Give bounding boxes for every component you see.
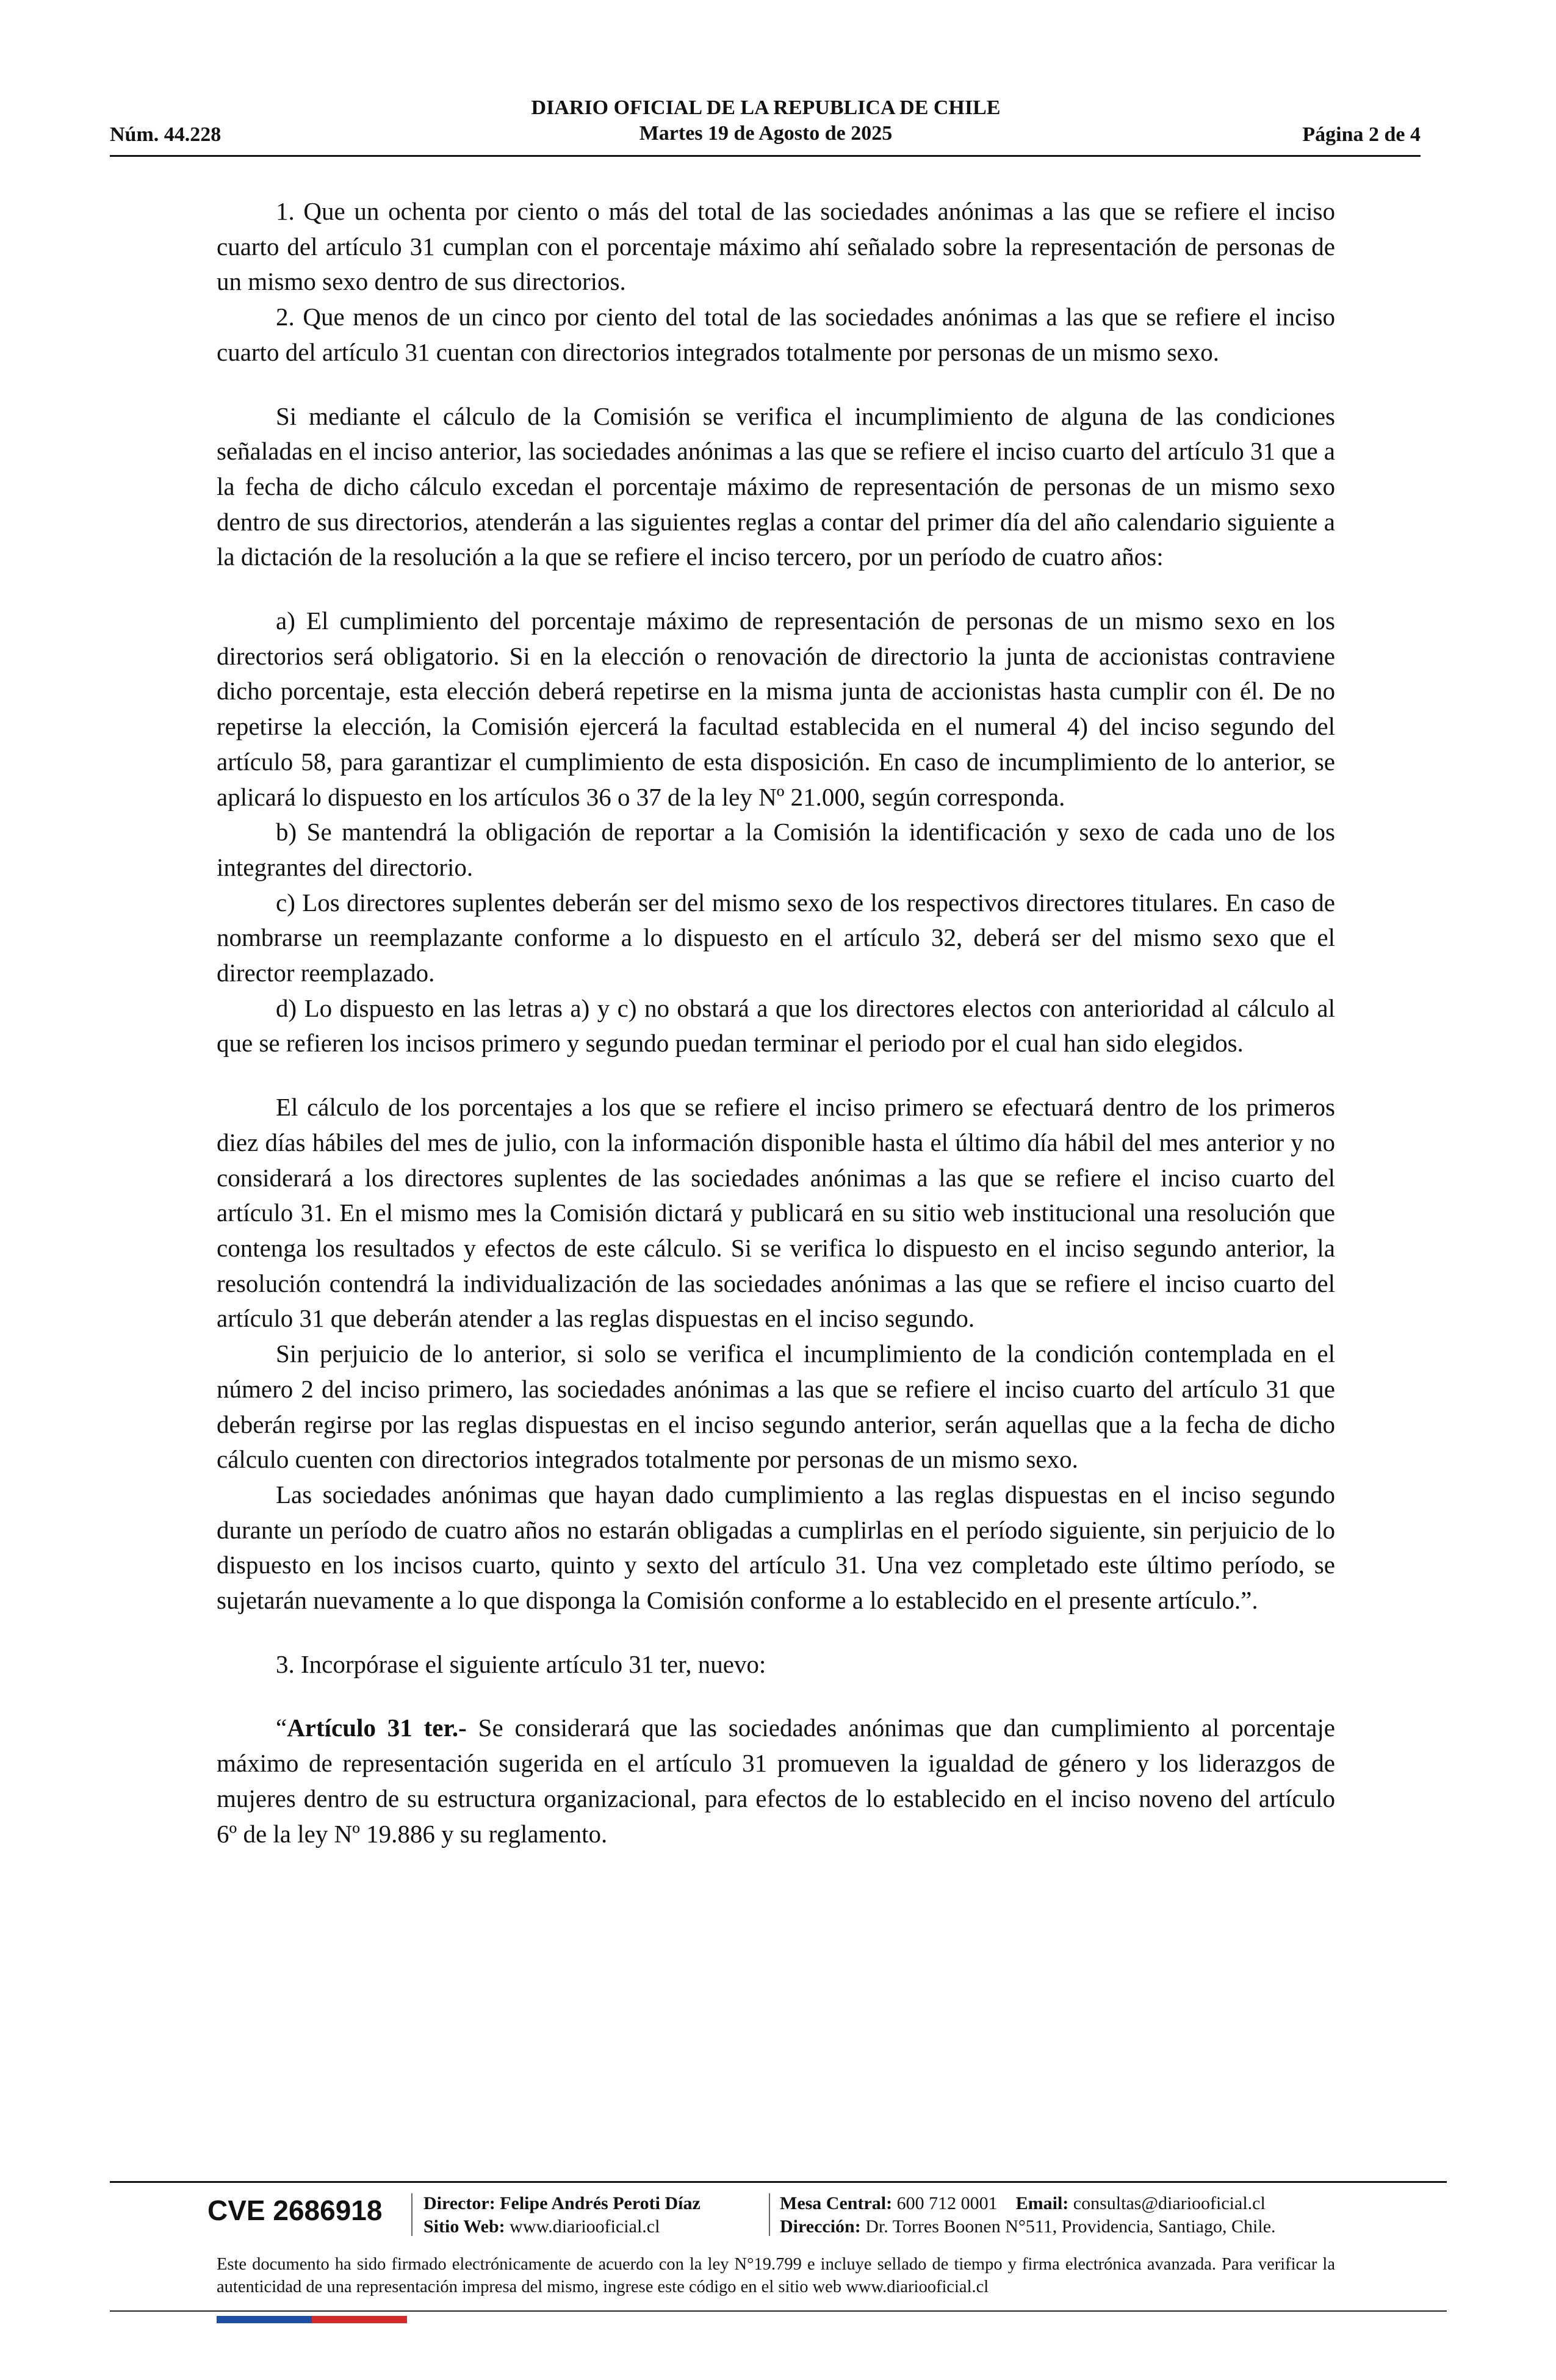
phone-label: Mesa Central: — [780, 2193, 893, 2213]
issue-number: Núm. 44.228 — [110, 123, 222, 146]
email-label: Email: — [1015, 2193, 1069, 2213]
paragraph: Las sociedades anónimas que hayan dado cumplimiento a las reglas dispuestas en el inciso segundo durante un período de cuatro años no estarán obligadas a cumplirlas en el período siguiente, sin perjuicio de lo dispuesto en los incisos cuarto, quinto y sexto del artículo 31. Una vez completado este último período, se sujetarán nuevamente a lo que disponga la Comisión conforme a lo establecido en el presente artículo.”. — [217, 1480, 1335, 1615]
phone-number: 600 712 0001 — [896, 2193, 998, 2213]
footer-bottom-rule — [110, 2310, 1447, 2312]
website-label: Sitio Web: — [423, 2216, 505, 2237]
opening-quote: “ — [276, 1714, 287, 1742]
article-text: Se considerará que las sociedades anónimas que dan cumplimiento al porcentaje máximo de representación sugerida en el artículo 31 promueven la igualdad de género y los liderazgos de mujeres dentro de su estructura organizacional, para efectos de lo establecido en el inciso noveno del artículo 6º de la ley Nº 19.886 y su reglamento. — [217, 1714, 1335, 1848]
flag-stripe — [217, 2316, 407, 2323]
footer-director-block — [423, 2192, 701, 2238]
paragraph: El cálculo de los porcentajes a los que se refiere el inciso primero se efectuará dentro de los primeros diez días hábiles del mes de julio, con la información disponible hasta el último día hábil del mes anterior y no considerará a los directores suplentes de las sociedades anónimas a las que se refiere el inciso cuarto del artículo 31. En el mismo mes la Comisión dictará y publicará en su sitio web institucional una resolución que contenga los resultados y efectos de este cálculo. Si se verifica lo dispuesto en el inciso segundo anterior, la resolución contendrá la individualización de las sociedades anónimas a las que se refiere el inciso cuarto del artículo 31 que deberán atender a las reglas dispuestas en el inciso segundo. — [217, 1093, 1335, 1333]
article-paragraph — [217, 1711, 1335, 1852]
page-indicator: Página 2 de 4 — [1302, 123, 1421, 146]
paragraph: c) Los directores suplentes deberán ser del mismo sexo de los respectivos directores titulares. En caso de nombrarse un reemplazante conforme a lo dispuesto en el artículo 32, deberá ser del mismo sexo que el director reemplazado. — [217, 888, 1335, 987]
paragraph: d) Lo dispuesto en las letras a) y c) no obstará a que los directores electos con anterioridad al cálculo al que se refieren los incisos primero y segundo puedan terminar el periodo por el cual han sido elegidos. — [217, 993, 1335, 1058]
cve-code: CVE 2686918 — [207, 2194, 383, 2226]
header-divider — [110, 155, 1421, 157]
paragraph: 2. Que menos de un cinco por ciento del total de las sociedades anónimas a las que se refiere el inciso cuarto del artículo 31 cuentan con directorios integrados totalmente por personas de un mismo sexo. — [217, 303, 1335, 366]
paragraph: Si mediante el cálculo de la Comisión se verifica el incumplimiento de alguna de las condiciones señaladas en el inciso anterior, las sociedades anónimas a las que se refiere el inciso cuarto del artículo 31 que a la fecha de dicho cálculo excedan el porcentaje máximo de representación de personas de un mismo sexo dentro de sus directorios, atenderán a las siguientes reglas a contar del primer día del año calendario siguiente a la dictación de la resolución a la que se refiere el inciso tercero, por un período de cuatro años: — [217, 402, 1335, 571]
email-link[interactable]: consultas@diariooficial.cl — [1073, 2193, 1266, 2213]
flag-stripe-blue — [217, 2316, 312, 2323]
signature-notice: Este documento ha sido firmado electrónicamente de acuerdo con la ley N°19.799 e incluye sellado de tiempo y firma electrónica avanzada. Para verificar la autenticidad de una representación impresa del mismo, ingrese este código en el sitio web www.diariooficial.cl — [217, 2255, 1335, 2296]
paragraph: b) Se mantendrá la obligación de reportar a la Comisión la identificación y sexo de cada uno de los integrantes del directorio. — [217, 818, 1335, 881]
footer-separator — [411, 2193, 412, 2236]
issue-date: Martes 19 de Agosto de 2025 — [639, 122, 893, 145]
footer-separator — [769, 2193, 770, 2236]
flag-stripe-red — [312, 2316, 407, 2323]
address-text: Dr. Torres Boonen N°511, Providencia, Santiago, Chile. — [865, 2216, 1276, 2237]
paragraph: 3. Incorpórase el siguiente artículo 31 ter, nuevo: — [276, 1650, 766, 1678]
address-label: Dirección: — [780, 2216, 861, 2237]
director-label: Director: — [423, 2193, 495, 2213]
document-body — [217, 194, 1335, 1852]
article-heading: Artículo 31 ter.- — [287, 1714, 467, 1742]
footer-contact-block — [780, 2192, 1276, 2238]
paragraph: Sin perjuicio de lo anterior, si solo se verifica el incumplimiento de la condición contemplada en el número 2 del inciso primero, las sociedades anónimas a las que se refiere el inciso cuarto del artículo 31 que deberán regirse por las reglas dispuestas en el inciso segundo anterior, serán aquellas que a la fecha de dicho cálculo cuenten con directorios integrados totalmente por personas de un mismo sexo. — [217, 1340, 1335, 1474]
paragraph: 1. Que un ochenta por ciento o más del total de las sociedades anónimas a las que se refiere el inciso cuarto del artículo 31 cumplan con el porcentaje máximo ahí señalado sobre la representación de personas de un mismo sexo dentro de sus directorios. — [217, 197, 1335, 296]
director-name: Felipe Andrés Peroti Díaz — [500, 2193, 701, 2213]
footer-divider — [110, 2181, 1447, 2183]
newspaper-title: DIARIO OFICIAL DE LA REPUBLICA DE CHILE — [531, 96, 1001, 119]
website-link[interactable]: www.diariooficial.cl — [510, 2216, 660, 2237]
paragraph: a) El cumplimiento del porcentaje máximo de representación de personas de un mismo sexo en los directorios será obligatorio. Si en la elección o renovación de directorio la junta de accionistas contraviene dicho porcentaje, esta elección deberá repetirse en la misma junta de accionistas hasta cumplir con él. De no repetirse la elección, la Comisión ejercerá la facultad establecida en el numeral 4) del inciso segundo del artículo 58, para garantizar el cumplimiento de esta disposición. En caso de incumplimiento de lo anterior, se aplicará lo dispuesto en los artículos 36 o 37 de la ley Nº 21.000, según corresponda. — [217, 607, 1335, 811]
